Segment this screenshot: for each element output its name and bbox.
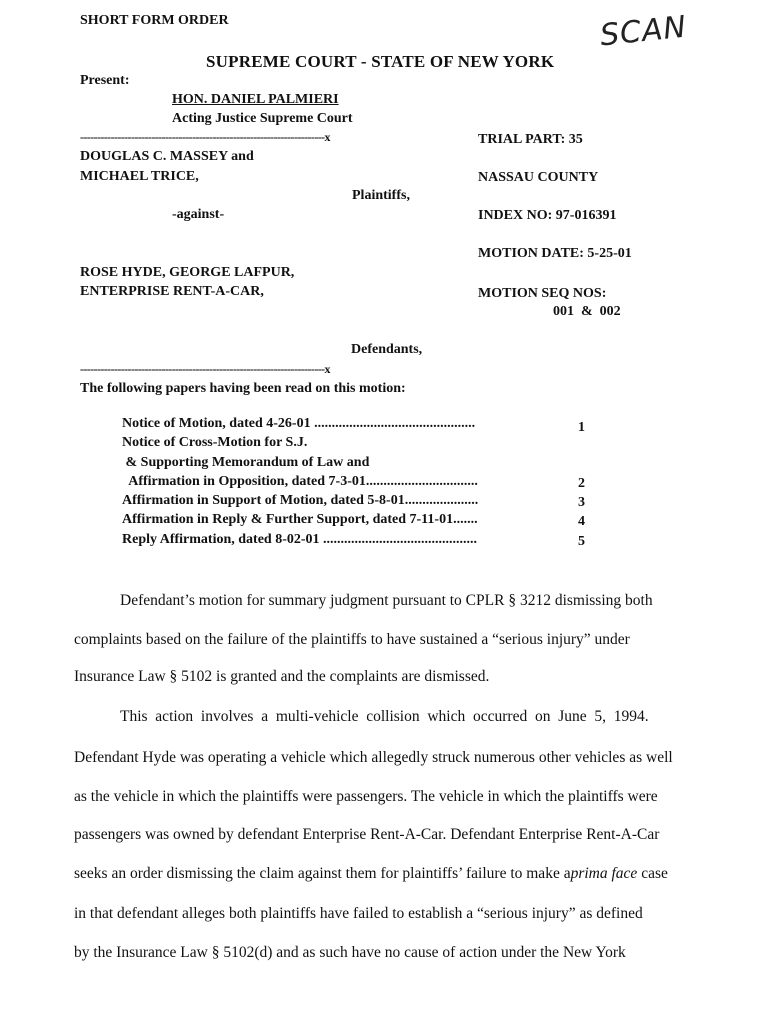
form-label: SHORT FORM ORDER	[80, 13, 229, 28]
body-line-10: by the Insurance Law § 5102(d) and as such have no cause of action under the New York	[74, 944, 626, 961]
judge-title: Acting Justice Supreme Court	[172, 111, 353, 126]
plaintiffs-label: Plaintiffs,	[352, 188, 410, 203]
paper-number: 3	[578, 495, 585, 510]
paper-item: Affirmation in Support of Motion, dated 5-8-01.....................	[122, 493, 479, 508]
body-line-9: in that defendant alleges both plaintiffs have failed to establish a “serious injury” as defined	[74, 905, 643, 922]
caption-rule-top: ------------------------------------------------------------------------x	[80, 130, 330, 144]
body-line-8	[74, 865, 668, 883]
caption-rule-bottom: ------------------------------------------------------------------------x	[80, 362, 330, 376]
body-line-8-tail: case	[637, 865, 668, 882]
motion-seq-values: 001 & 002	[553, 304, 621, 319]
court-title: SUPREME COURT - STATE OF NEW YORK	[206, 52, 555, 71]
body-line-2: complaints based on the failure of the plaintiffs to have sustained a “serious injury” under	[74, 631, 630, 648]
paper-number: 2	[578, 476, 585, 491]
body-line-7: passengers was owned by defendant Enterprise Rent-A-Car. Defendant Enterprise Rent-A-Car	[74, 826, 660, 843]
paper-item: Affirmation in Reply & Further Support, dated 7-11-01.......	[122, 512, 478, 527]
county: NASSAU COUNTY	[478, 170, 599, 185]
body-line-6: as the vehicle in which the plaintiffs were passengers. The vehicle in which the plaintiffs were	[74, 788, 658, 805]
body-line-3: Insurance Law § 5102 is granted and the complaints are dismissed.	[74, 668, 490, 685]
paper-number: 1	[578, 420, 585, 435]
present-label: Present:	[80, 73, 130, 88]
body-line-5: Defendant Hyde was operating a vehicle which allegedly struck numerous other vehicles as well	[74, 749, 673, 766]
defendants-label: Defendants,	[351, 342, 423, 357]
body-line-4: This action involves a multi-vehicle collision which occurred on June 5, 1994.	[120, 708, 649, 725]
trial-part: TRIAL PART: 35	[478, 132, 583, 147]
defendant-line-1: ROSE HYDE, GEORGE LAFPUR,	[80, 265, 295, 280]
scan-stamp: SCAN	[598, 9, 689, 54]
defendant-line-2: ENTERPRISE RENT-A-CAR,	[80, 284, 264, 299]
paper-item: & Supporting Memorandum of Law and	[122, 455, 370, 470]
paper-item: Notice of Cross-Motion for S.J.	[122, 435, 308, 450]
paper-number: 5	[578, 534, 585, 549]
paper-number: 4	[578, 514, 585, 529]
index-number: INDEX NO: 97-016391	[478, 208, 617, 223]
motion-date: MOTION DATE: 5-25-01	[478, 246, 632, 261]
paper-item: Affirmation in Opposition, dated 7-3-01................................	[122, 474, 478, 489]
plaintiff-line-1: DOUGLAS C. MASSEY and	[80, 149, 254, 164]
papers-intro: The following papers having been read on this motion:	[80, 381, 406, 396]
prima-facie-italic: prima face	[570, 865, 638, 882]
body-line-8-text: seeks an order dismissing the claim against them for plaintiffs’ failure to make a	[74, 865, 571, 882]
paper-item: Reply Affirmation, dated 8-02-01 ............................................	[122, 532, 478, 547]
judge-name: HON. DANIEL PALMIERI	[172, 92, 339, 107]
paper-item: Notice of Motion, dated 4-26-01 ..............................................	[122, 416, 476, 431]
plaintiff-line-2: MICHAEL TRICE,	[80, 169, 199, 184]
motion-seq-label: MOTION SEQ NOS:	[478, 286, 607, 301]
against-label: -against-	[172, 207, 225, 222]
body-line-1: Defendant’s motion for summary judgment pursuant to CPLR § 3212 dismissing both	[120, 592, 653, 609]
